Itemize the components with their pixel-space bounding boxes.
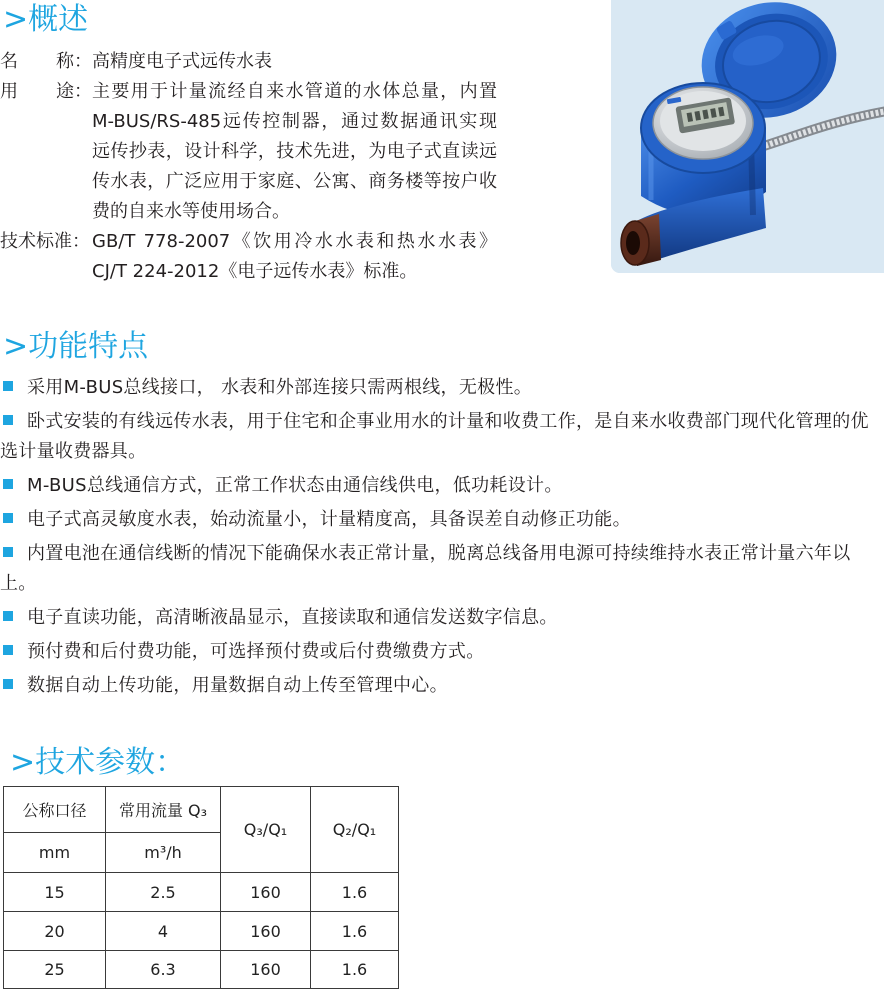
value-line: CJ/T 224-2012《电子远传水表》标准。 <box>92 261 418 282</box>
feature-item <box>0 407 884 467</box>
feature-line-continued: 选计量收费器具。 <box>0 441 147 462</box>
header-nominal-diameter: 公称口径 <box>4 787 106 833</box>
label-part: 称： <box>56 51 92 72</box>
feature-item <box>0 637 884 667</box>
value-line: M-BUS/RS-485远传控制器，通过数据通讯实现 <box>92 111 497 132</box>
square-bullet-icon <box>3 513 13 523</box>
feature-text: 内置电池在通信线断的情况下能确保水表正常计量，脱离总线备用电源可持续维持水表正常计量六年以 <box>27 543 851 564</box>
features-heading: >功能特点 <box>3 329 149 364</box>
feature-text: 电子式高灵敏度水表，始动流量小，计量精度高，具备误差自动修正功能。 <box>27 509 631 530</box>
feature-line <box>0 471 884 501</box>
cell-flow: 2.5 <box>106 873 221 912</box>
table-row <box>4 912 399 951</box>
label-part: 用 <box>0 81 18 102</box>
feature-text: 卧式安装的有线远传水表，用于住宅和企事业用水的计量和收费工作，是自来水收费部门现代化管理的优 <box>27 411 869 432</box>
square-bullet-icon <box>3 611 13 621</box>
feature-text: 电子直读功能，高清晰液晶显示，直接读取和通信发送数字信息。 <box>27 607 558 628</box>
feature-item <box>0 471 884 501</box>
features-list <box>0 373 884 705</box>
cell-q3-q1: 160 <box>221 912 311 951</box>
feature-item <box>0 671 884 701</box>
feature-text: M-BUS总线通信方式，正常工作状态由通信线供电，低功耗设计。 <box>27 475 563 496</box>
feature-text: 采用M-BUS总线接口， 水表和外部连接只需两根线，无极性。 <box>27 377 533 398</box>
label-part: 名 <box>0 51 18 72</box>
cell-flow: 6.3 <box>106 951 221 989</box>
feature-item <box>0 505 884 535</box>
feature-line <box>0 407 884 437</box>
value-line: 传水表，广泛应用于家庭、公寓、商务楼等按户收 <box>92 171 497 192</box>
value-line: 高精度电子式远传水表 <box>92 51 272 72</box>
cell-diameter: 25 <box>4 951 106 989</box>
overview-row-standard <box>0 227 497 287</box>
header-q3-q1-ratio: Q₃/Q₁ <box>221 787 311 873</box>
value-line: 费的自来水等使用场合。 <box>92 201 290 222</box>
square-bullet-icon <box>3 547 13 557</box>
cell-flow: 4 <box>106 912 221 951</box>
value-line: GB/T 778-2007《饮用冷水水表和热水水表》 <box>92 231 497 252</box>
feature-item <box>0 539 884 599</box>
feature-line <box>0 603 884 633</box>
feature-item <box>0 603 884 633</box>
cell-q3-q1: 160 <box>221 873 311 912</box>
overview-heading: >概述 <box>3 2 89 37</box>
label-part: 技术标准： <box>0 231 90 252</box>
header-permanent-flow: 常用流量 Q₃ <box>106 787 221 833</box>
overview-section <box>0 47 497 287</box>
square-bullet-icon <box>3 479 13 489</box>
square-bullet-icon <box>3 645 13 655</box>
cell-diameter: 15 <box>4 873 106 912</box>
feature-text: 预付费和后付费功能，可选择预付费或后付费缴费方式。 <box>27 641 485 662</box>
cell-diameter: 20 <box>4 912 106 951</box>
header-q2-q1-ratio: Q₂/Q₁ <box>311 787 399 873</box>
feature-line <box>0 373 884 403</box>
cell-q3-q1: 160 <box>221 951 311 989</box>
field-value <box>92 227 497 287</box>
overview-row-name <box>0 47 497 77</box>
field-value <box>92 77 497 227</box>
table-row <box>4 951 399 989</box>
cell-q2-q1: 1.6 <box>311 873 399 912</box>
product-photo <box>611 0 884 273</box>
spec-table-container <box>3 786 399 989</box>
cell-q2-q1: 1.6 <box>311 951 399 989</box>
label-part: 途： <box>56 81 92 102</box>
value-line: 远传抄表，设计科学，技术先进，为电子式直读远 <box>92 141 497 162</box>
field-label <box>0 227 92 257</box>
overview-row-usage <box>0 77 497 227</box>
table-header-row <box>4 787 399 833</box>
spec-table <box>3 786 399 989</box>
feature-item <box>0 373 884 403</box>
cell-q2-q1: 1.6 <box>311 912 399 951</box>
field-label <box>0 47 92 77</box>
field-value <box>92 47 497 77</box>
unit-diameter: mm <box>4 833 106 873</box>
feature-line-continued: 上。 <box>0 573 37 594</box>
feature-line <box>0 539 884 569</box>
square-bullet-icon <box>3 679 13 689</box>
feature-line <box>0 505 884 535</box>
params-heading: >技术参数： <box>10 745 186 780</box>
square-bullet-icon <box>3 381 13 391</box>
field-label <box>0 77 92 107</box>
square-bullet-icon <box>3 415 13 425</box>
value-line: 主要用于计量流经自来水管道的水体总量，内置 <box>92 81 497 102</box>
feature-line <box>0 671 884 701</box>
water-meter-icon <box>611 0 884 273</box>
table-row <box>4 873 399 912</box>
unit-flow: m³/h <box>106 833 221 873</box>
feature-line <box>0 637 884 667</box>
feature-text: 数据自动上传功能，用量数据自动上传至管理中心。 <box>27 675 448 696</box>
